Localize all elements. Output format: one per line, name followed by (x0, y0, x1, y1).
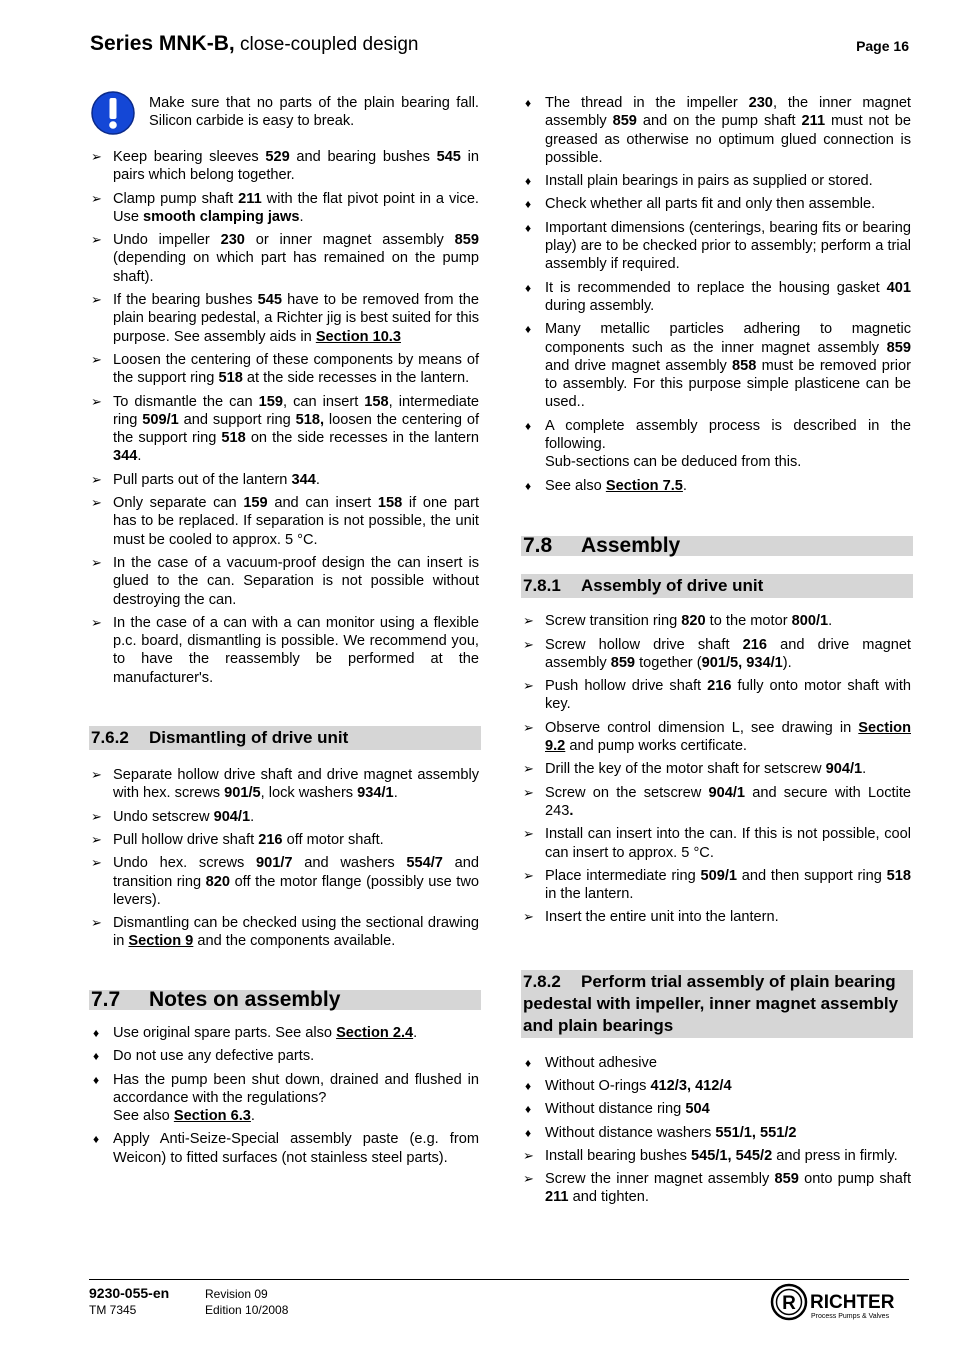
item-text: and secure with Loctite 243 (545, 784, 911, 819)
part-number: 901/7 (256, 855, 293, 872)
arrow-bullet-icon: ➢ (523, 867, 534, 883)
part-number: 904/1 (708, 784, 746, 801)
arrow-item (521, 677, 911, 714)
item-text: . (413, 1024, 418, 1041)
trial-assembly-list (521, 1054, 911, 1207)
item-text: Keep bearing sleeves (113, 149, 266, 165)
item-text: Undo hex. screws (113, 855, 257, 872)
item-text: and washers (292, 855, 407, 872)
arrow-item (89, 914, 479, 951)
part-number: 412/3, 412/4 (650, 1077, 732, 1094)
item-text: Without distance ring (545, 1101, 686, 1118)
page-number: Page 16 (856, 38, 909, 54)
bullet-item (521, 1054, 911, 1072)
arrow-bullet-icon: ➢ (523, 909, 534, 925)
part-number: 545/1, 545/2 (691, 1147, 773, 1164)
section-link[interactable]: Section 7.5 (605, 477, 683, 494)
part-number: 401 (886, 279, 911, 296)
part-number: 859 (774, 1171, 799, 1188)
arrow-bullet-icon: ➢ (523, 761, 534, 777)
svg-text:R: R (782, 1293, 796, 1314)
item-text: In the case of a can with a can monitor using a flexible p.c. board, dismantling is possible. We recommend you, to have the reassembly be performed at the manufacturer's. (113, 614, 479, 686)
part-number: 211 (801, 113, 826, 130)
section-heading-7-8: 7.8 Assembly (521, 536, 913, 556)
item-text: fully onto motor shaft with key. (545, 678, 911, 713)
revision: Revision 09 (205, 1287, 268, 1301)
item-text: Use original spare parts. See also (113, 1024, 337, 1041)
arrow-item (89, 148, 479, 185)
item-text: Pull parts out of the lantern (113, 471, 292, 488)
arrow-item (89, 291, 479, 346)
arrow-item (89, 614, 479, 687)
bullet-item (521, 219, 911, 274)
part-number: 518 (886, 867, 911, 884)
arrow-item (89, 554, 479, 609)
arrow-bullet-icon: ➢ (91, 495, 102, 511)
bullet-item (89, 1047, 479, 1065)
part-number: smooth clamping jaws (143, 208, 300, 225)
diamond-bullet-icon: ♦ (525, 220, 532, 235)
item-text: Screw transition ring (545, 613, 682, 630)
section-link[interactable]: Section 2.4 (336, 1024, 414, 1041)
warning-note (89, 94, 479, 138)
item-text: Undo setscrew (113, 808, 214, 825)
section-link[interactable]: Section 10.3 (315, 328, 401, 345)
item-text: See also (113, 1108, 174, 1125)
item-text: if one part has to be replaced. If separation is not possible, the unit must be cooled to approx. 5 °C. (113, 495, 479, 548)
item-text: To dismantle the can (113, 393, 259, 410)
part-number: 859 (612, 113, 637, 130)
section-heading-7-8-2: 7.8.2 Perform trial assembly of plain bearing pedestal with impeller, inner magnet assembly and plain bearings (521, 970, 913, 1038)
document-number: 9230-055-en (89, 1285, 170, 1301)
item-text: ). (782, 654, 792, 671)
arrow-bullet-icon: ➢ (91, 831, 102, 847)
arrow-item (89, 393, 479, 466)
bullet-item (521, 195, 911, 213)
item-text: and then support ring (737, 867, 887, 884)
arrow-item (521, 825, 911, 862)
arrow-item (521, 612, 911, 630)
arrow-bullet-icon: ➢ (523, 1147, 534, 1163)
item-text: have to be removed from the plain bearing pedestal, a Richter jig is best suited for this purpose. See assembly aids in (113, 292, 479, 345)
arrow-item (89, 471, 479, 489)
arrow-bullet-icon: ➢ (523, 784, 534, 800)
part-number: 509/1 (700, 867, 737, 884)
item-text: , lock washers (260, 785, 358, 802)
arrow-bullet-icon: ➢ (91, 393, 102, 409)
arrow-bullet-icon: ➢ (91, 190, 102, 206)
diamond-bullet-icon: ♦ (525, 174, 532, 189)
item-text: . (299, 208, 304, 225)
item-text: Drill the key of the motor shaft for setscrew (545, 761, 826, 778)
diamond-bullet-icon: ♦ (93, 1025, 100, 1040)
diamond-bullet-icon: ♦ (93, 1072, 100, 1087)
part-number: 859 (610, 654, 636, 671)
diamond-bullet-icon: ♦ (93, 1049, 100, 1064)
item-text: Screw hollow drive shaft (545, 636, 743, 653)
item-text: loosen the centering of the support ring (113, 411, 480, 447)
item-text: If the bearing bushes (113, 292, 258, 309)
item-text: at the side recesses in the lantern. (242, 370, 470, 387)
item-text: See also (545, 477, 606, 494)
assembly-notes-list-continued (521, 94, 911, 495)
arrow-item (521, 1170, 911, 1207)
item-text: (depending on which part has remained on the pump shaft). (113, 250, 479, 285)
item-text: must be removed prior to assembly. For this purpose simple plasticene can be used.. (545, 357, 911, 411)
item-text: onto pump shaft (798, 1171, 911, 1188)
item-text: Without adhesive (545, 1054, 657, 1071)
item-text: Has the pump been shut down, drained and flushed in accordance with the regulations? (113, 1071, 479, 1106)
item-text: Sub-sections can be deduced from this. (545, 454, 802, 471)
item-text: Without O-rings (545, 1077, 651, 1094)
item-text: and the components available. (193, 933, 396, 950)
part-number: 344 (291, 471, 316, 488)
arrow-item (521, 908, 911, 926)
item-text: off motor shaft. (282, 831, 384, 848)
item-text: and transition ring (113, 855, 480, 890)
item-text: . (250, 808, 255, 825)
part-number: 820 (681, 613, 706, 630)
part-number: 858 (732, 357, 757, 374)
arrow-item (89, 766, 479, 803)
item-text: and bearing bushes (289, 149, 437, 165)
arrow-bullet-icon: ➢ (91, 554, 102, 570)
arrow-bullet-icon: ➢ (523, 826, 534, 842)
part-number: 904/1 (213, 808, 251, 825)
part-number: 518 (221, 430, 246, 447)
arrow-bullet-icon: ➢ (523, 1171, 534, 1187)
item-text: with the flat pivot point in a vice. Use (113, 190, 479, 225)
item-text: Check whether all parts fit and only then assemble. (545, 196, 876, 213)
item-text: Clamp pump shaft (113, 190, 239, 207)
item-text: and press in firmly. (772, 1147, 898, 1164)
arrow-bullet-icon: ➢ (523, 678, 534, 694)
item-text: A complete assembly process is described in the following. (545, 417, 911, 453)
part-number: 211 (238, 190, 262, 207)
part-number: 901/5 (224, 785, 261, 802)
item-text: Pull hollow drive shaft (113, 831, 259, 848)
bullet-item (89, 1024, 479, 1042)
item-text: must not be greased as otherwise no optimum glued connection is possible. (545, 113, 912, 166)
part-number: 216 (707, 678, 732, 695)
part-number: 159 (243, 495, 268, 512)
item-text: and drive magnet assembly (545, 357, 733, 374)
diamond-bullet-icon: ♦ (525, 1102, 532, 1117)
item-text: The thread in the impeller (545, 95, 749, 111)
assembly-notes-list (89, 1024, 479, 1167)
diamond-bullet-icon: ♦ (525, 197, 532, 212)
arrow-item (89, 494, 479, 549)
part-number: 551/1, 551/2 (715, 1124, 797, 1141)
bullet-item (521, 1077, 911, 1095)
diamond-bullet-icon: ♦ (525, 418, 532, 433)
part-number: 230 (220, 232, 245, 249)
part-number: 211 (545, 1189, 569, 1206)
item-text: in pairs which belong together. (113, 149, 479, 184)
arrow-item (521, 867, 911, 904)
warning-text: Make sure that no parts of the plain bearing fall. Silicon carbide is easy to break. (149, 95, 479, 130)
arrow-bullet-icon: ➢ (91, 232, 102, 248)
bullet-item (521, 417, 911, 472)
item-text: . (862, 761, 867, 778)
part-number: 901/5, 934/1 (701, 654, 783, 671)
item-text: Loosen the centering of these components by means of the support ring (113, 351, 479, 387)
item-text: Undo impeller (113, 232, 221, 249)
part-number: 934/1 (357, 785, 394, 802)
drive-unit-assembly-list (521, 612, 911, 926)
part-number: 800/1 (791, 613, 829, 630)
item-text: , intermediate ring (113, 393, 480, 428)
item-text: and support ring (178, 411, 296, 428)
arrow-bullet-icon: ➢ (91, 471, 102, 487)
item-text: Only separate can (113, 495, 244, 512)
item-text: to the motor (705, 613, 792, 630)
item-text: , can insert (283, 393, 365, 410)
item-text: on the side recesses in the lantern (245, 430, 479, 447)
bullet-item (521, 477, 911, 495)
arrow-item (89, 351, 479, 388)
page-title: Series MNK-B, close-coupled design (90, 32, 419, 55)
part-number: 518 (218, 370, 243, 387)
section-heading-7-6-2: 7.6.2 Dismantling of drive unit (89, 726, 481, 750)
part-number: 904/1 (825, 761, 863, 778)
item-text: Apply Anti-Seize-Special assembly paste (e.g. from Weicon) to fitted surfaces (not stainless steel parts). (113, 1131, 479, 1166)
item-text: Do not use any defective parts. (113, 1048, 315, 1065)
part-number: 159 (258, 393, 284, 410)
item-text: Push hollow drive shaft (545, 678, 708, 695)
arrow-item (521, 636, 911, 673)
bullet-item (521, 172, 911, 190)
part-number: 158 (364, 393, 389, 410)
section-link[interactable]: Section 9.2 (545, 719, 911, 755)
left-column (89, 94, 479, 1172)
arrow-bullet-icon: ➢ (523, 719, 534, 735)
arrow-item (89, 831, 479, 849)
svg-text:Process Pumps & Valves: Process Pumps & Valves (811, 1313, 890, 1320)
richter-logo (770, 1283, 910, 1323)
drive-unit-dismantling-list (89, 766, 479, 951)
item-text: and pump works certificate. (565, 738, 747, 755)
item-text: during assembly. (545, 297, 655, 314)
arrow-bullet-icon: ➢ (91, 808, 102, 824)
arrow-item (89, 854, 479, 909)
item-text: and on the pump shaft (636, 113, 802, 130)
part-number: 820 (205, 873, 231, 890)
bullet-item (521, 1124, 911, 1142)
part-number: 545 (436, 149, 461, 165)
item-text: . (250, 1108, 255, 1125)
arrow-bullet-icon: ➢ (523, 636, 534, 652)
part-number: 859 (886, 339, 911, 356)
item-text: together ( (635, 654, 702, 671)
bullet-item (521, 279, 911, 316)
svg-text:RICHTER: RICHTER (810, 1292, 895, 1313)
arrow-item (521, 760, 911, 778)
part-number: . (569, 802, 574, 819)
bullet-item (521, 1100, 911, 1118)
item-text: and tighten. (568, 1189, 649, 1206)
arrow-bullet-icon: ➢ (523, 613, 534, 629)
arrow-item (89, 190, 479, 227)
item-text: off the motor flange (possibly use two levers). (113, 873, 479, 908)
item-text: Without distance washers (545, 1124, 716, 1141)
edition: Edition 10/2008 (205, 1303, 289, 1317)
arrow-item (89, 231, 479, 286)
arrow-bullet-icon: ➢ (91, 614, 102, 630)
part-number: 545 (257, 292, 282, 309)
arrow-item (521, 1147, 911, 1165)
part-number: 158 (377, 495, 403, 512)
item-text: Screw on the setscrew (545, 784, 709, 801)
diamond-bullet-icon: ♦ (525, 1055, 532, 1070)
bullet-item (521, 94, 911, 167)
item-text: It is recommended to replace the housing gasket (545, 279, 887, 296)
arrow-item (89, 808, 479, 826)
arrow-bullet-icon: ➢ (91, 149, 102, 164)
dismantling-list (89, 148, 479, 687)
item-text: Install can insert into the can. If this is not possible, cool can insert to approx. 5 °C. (545, 826, 911, 861)
arrow-item (521, 719, 911, 756)
item-text: Many metallic particles adhering to magnetic components such as the inner magnet assembly (545, 321, 911, 356)
section-heading-7-7: 7.7 Notes on assembly (89, 990, 481, 1010)
right-column (521, 94, 911, 1212)
part-number: 216 (258, 831, 283, 848)
item-text: and drive magnet assembly (545, 636, 911, 671)
arrow-bullet-icon: ➢ (91, 855, 102, 871)
item-text: In the case of a vacuum-proof design the can insert is glued to the can. Separation is not possible without destroying the can. (113, 554, 479, 608)
footer-divider (89, 1279, 909, 1280)
item-text: in the lantern. (545, 886, 634, 903)
part-number: 529 (265, 149, 290, 165)
diamond-bullet-icon: ♦ (525, 1125, 532, 1140)
diamond-bullet-icon: ♦ (525, 322, 532, 337)
diamond-bullet-icon: ♦ (525, 280, 532, 295)
item-text: . (393, 785, 398, 802)
part-number: 230 (748, 95, 773, 111)
arrow-bullet-icon: ➢ (91, 292, 102, 308)
section-heading-7-8-1: 7.8.1 Assembly of drive unit (521, 574, 913, 598)
part-number: 518, (295, 411, 325, 428)
section-link[interactable]: Section 9 (128, 933, 194, 950)
part-number: 216 (742, 636, 767, 653)
item-text: . (137, 448, 142, 465)
item-text: Important dimensions (centerings, bearing fits or bearing play) are to be checked prior to assembly; perform a trial assembly if required. (545, 219, 911, 273)
item-text: , the inner magnet assembly (545, 95, 911, 130)
item-text: Install plain bearings in pairs as supplied or stored. (545, 173, 873, 190)
arrow-bullet-icon: ➢ (91, 767, 102, 783)
section-link[interactable]: Section 6.3 (173, 1108, 251, 1125)
diamond-bullet-icon: ♦ (93, 1132, 100, 1147)
part-number: 859 (454, 232, 479, 249)
item-text: Install bearing bushes (545, 1147, 692, 1164)
arrow-item (521, 784, 911, 821)
item-text: Insert the entire unit into the lantern. (545, 909, 779, 926)
item-text: . (315, 471, 320, 488)
bullet-item (89, 1071, 479, 1126)
item-text: and can insert (267, 495, 378, 512)
item-text: Screw the inner magnet assembly (545, 1171, 775, 1188)
item-text: Separate hollow drive shaft and drive magnet assembly with hex. screws (113, 767, 479, 802)
item-text: . (828, 613, 833, 630)
part-number: 504 (685, 1101, 710, 1118)
bullet-item (521, 320, 911, 411)
part-number: 554/7 (406, 855, 443, 872)
item-text: Dismantling can be checked using the sectional drawing in (113, 915, 479, 950)
item-text: Observe control dimension L, see drawing in (545, 719, 859, 736)
tm-number: TM 7345 (89, 1303, 137, 1317)
exclamation-icon (91, 91, 135, 135)
part-number: 509/1 (142, 411, 179, 428)
item-text: . (682, 477, 687, 494)
arrow-bullet-icon: ➢ (91, 915, 102, 931)
diamond-bullet-icon: ♦ (525, 478, 532, 493)
diamond-bullet-icon: ♦ (525, 96, 532, 110)
item-text: Place intermediate ring (545, 867, 701, 884)
part-number: 344 (113, 448, 138, 465)
diamond-bullet-icon: ♦ (525, 1078, 532, 1093)
arrow-bullet-icon: ➢ (91, 351, 102, 367)
item-text: or inner magnet assembly (244, 232, 455, 249)
bullet-item (89, 1130, 479, 1167)
